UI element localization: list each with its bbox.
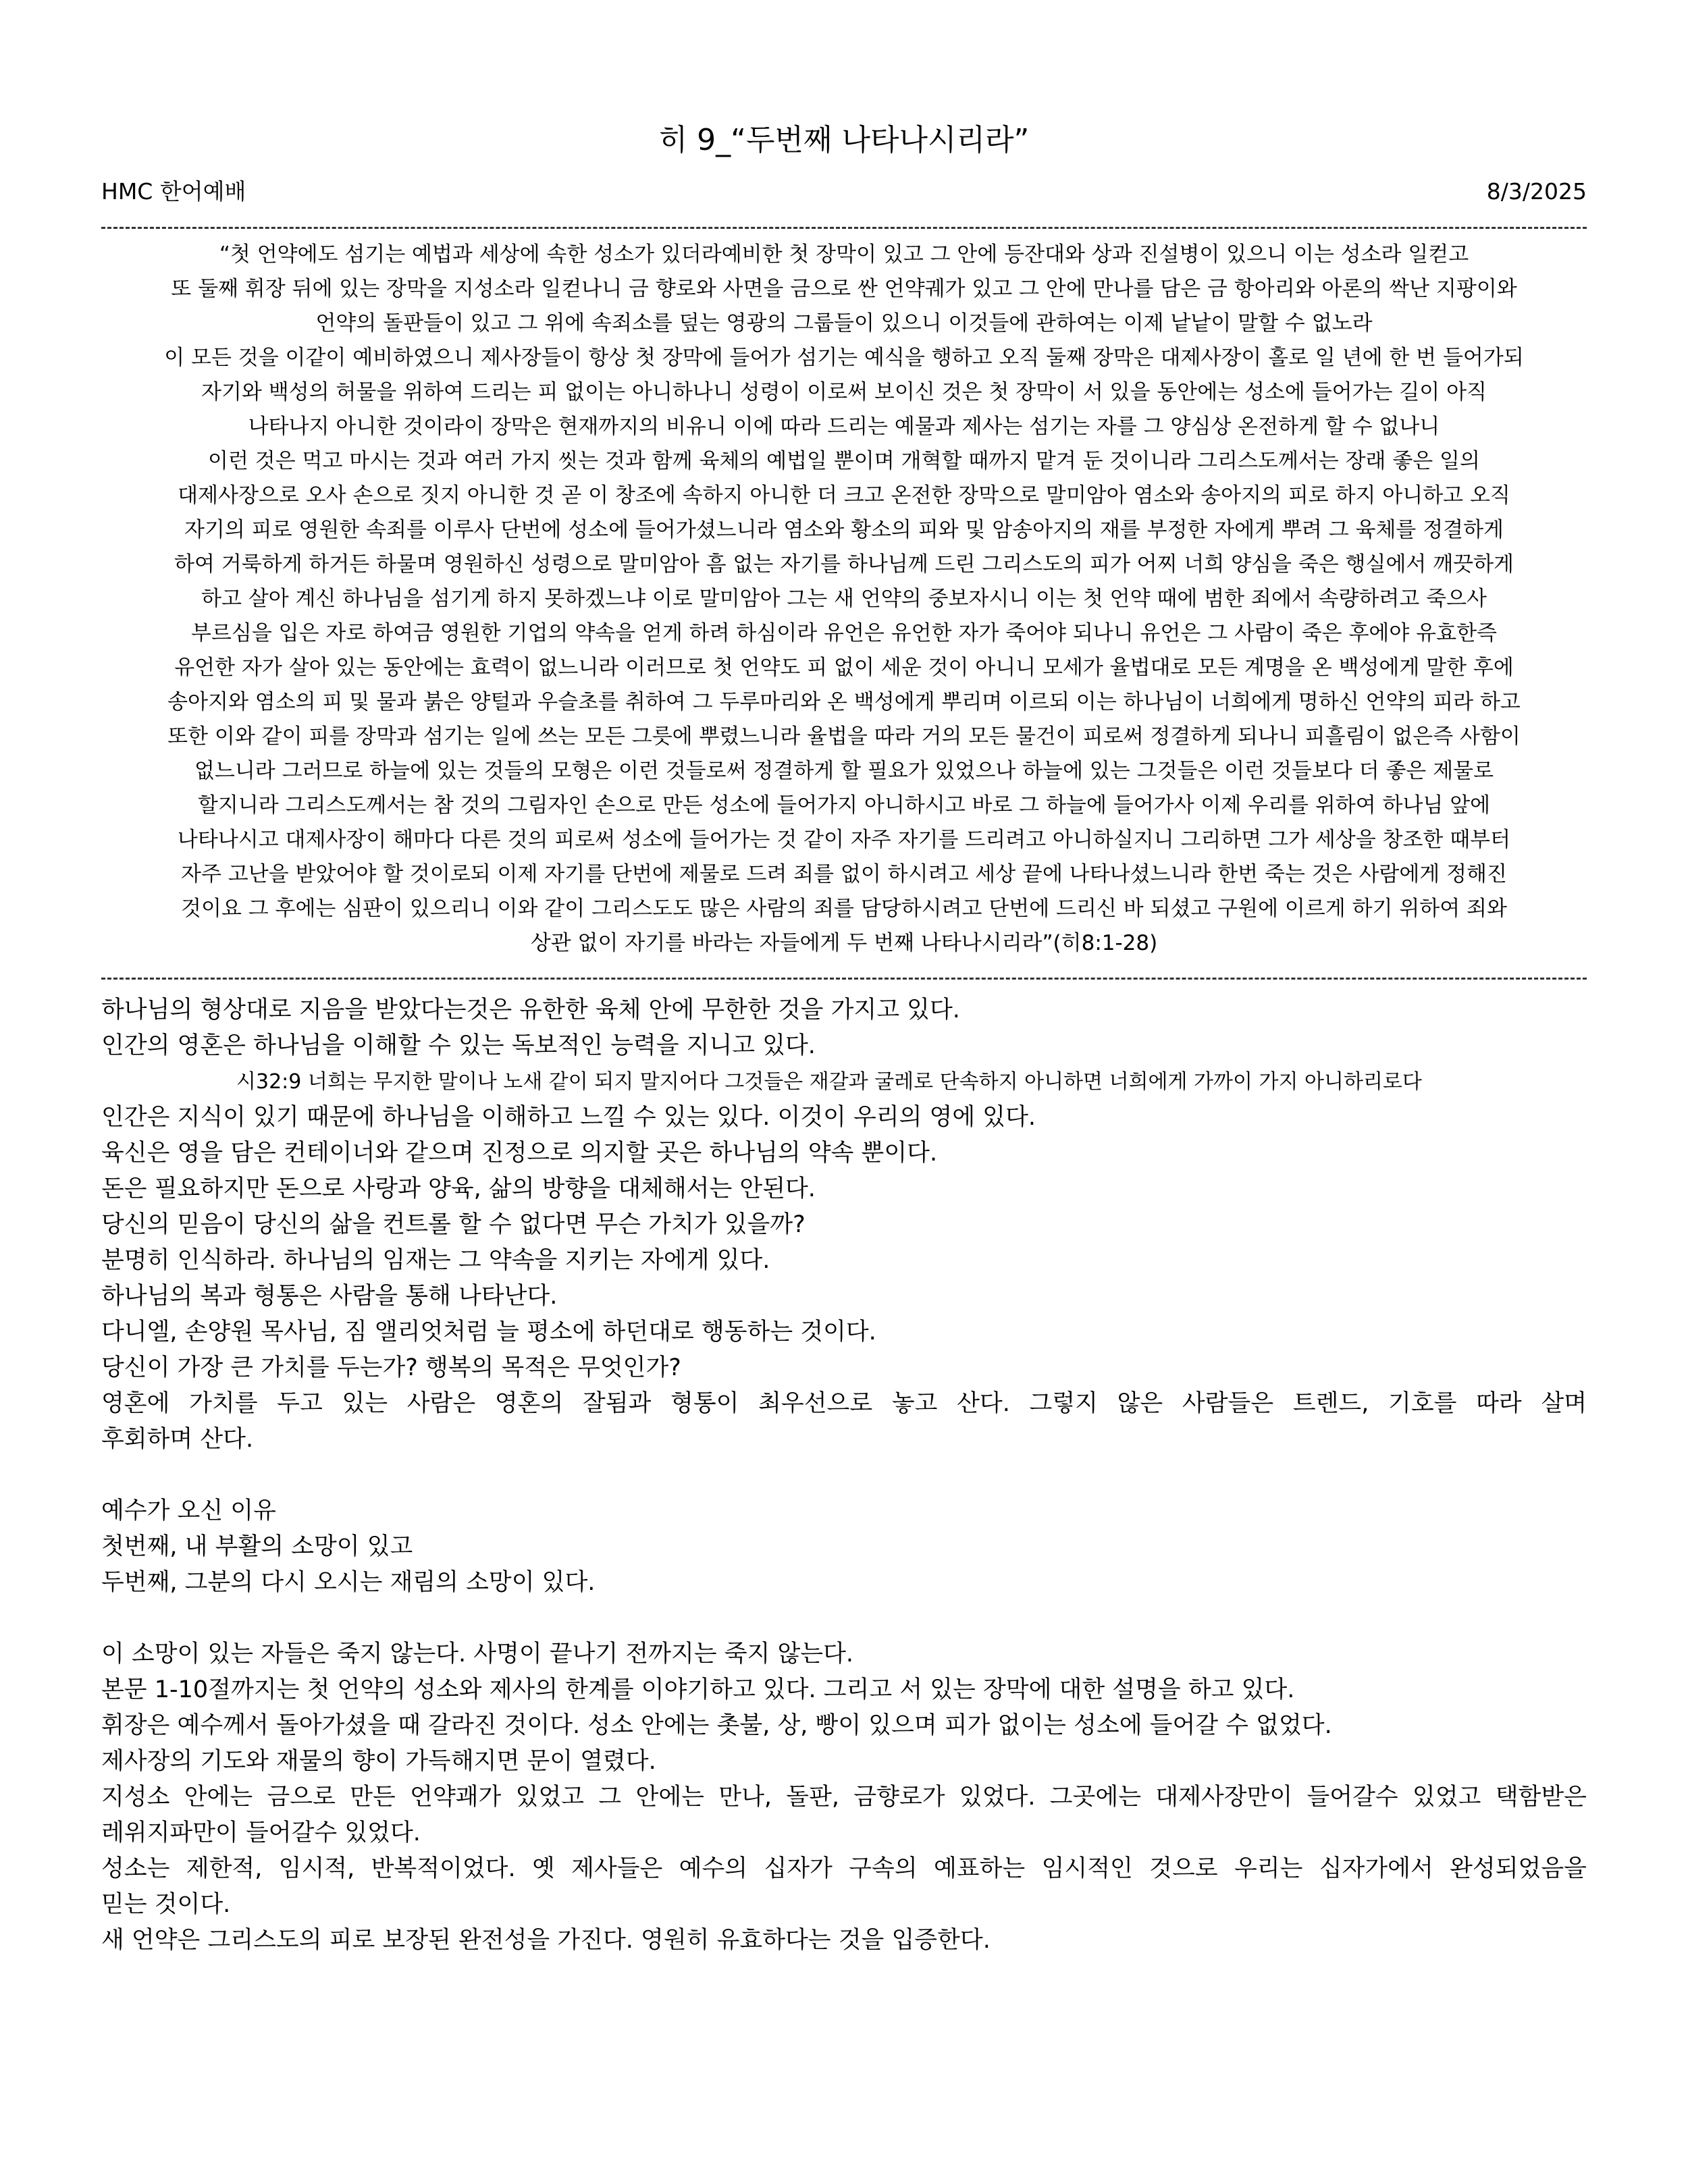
- note-line: 하나님의 형상대로 지음을 받았다는것은 유한한 육체 안에 무한한 것을 가지고 있다.: [101, 996, 960, 1023]
- note-line: 제사장의 기도와 재물의 향이 가득해지면 문이 열렸다.: [101, 1748, 656, 1775]
- note-line: 첫번째, 내 부활의 소망이 있고: [101, 1533, 413, 1560]
- note-line: 인간은 지식이 있기 때문에 하나님을 이해하고 느낄 수 있는 있다. 이것이 우리의 영에 있다.: [101, 1104, 1036, 1131]
- org-name: HMC 한어예배: [101, 178, 246, 205]
- dashed-divider-top: [101, 227, 1587, 229]
- scripture-line: 또한 이와 같이 피를 장막과 섬기는 일에 쓰는 모든 그릇에 뿌렸느니라 율법을 따라 거의 모든 물건이 피로써 정결하게 되나니 피흘림이 없은즉 사함이: [167, 724, 1521, 749]
- scripture-line: 송아지와 염소의 피 및 물과 붉은 양털과 우슬초를 취하여 그 두루마리와 온 백성에게 뿌리며 이르되 이는 하나님이 너희에게 명하신 언약의 피라 하고: [167, 690, 1521, 714]
- scripture-line: “첫 언약에도 섬기는 예법과 세상에 속한 성소가 있더라예비한 첫 장막이 있고 그 안에 등잔대와 상과 진설병이 있으니 이는 성소라 일컫고: [219, 242, 1469, 267]
- sermon-notes: [101, 992, 1587, 1959]
- note-line: 두번째, 그분의 다시 오시는 재림의 소망이 있다.: [101, 1569, 596, 1596]
- note-line: 당신이 가장 큰 가치를 두는가? 행복의 목적은 무엇인가?: [101, 1354, 681, 1381]
- note-line: 후회하며 산다.: [101, 1426, 254, 1453]
- note-line: 육신은 영을 담은 컨테이너와 같으며 진정으로 의지할 곳은 하나님의 약속 뿐이다.: [101, 1140, 938, 1167]
- scripture-line: 없느니라 그러므로 하늘에 있는 것들의 모형은 이런 것들로써 정결하게 할 필요가 있었으나 하늘에 있는 그것들은 이런 것들보다 더 좋은 제물로: [194, 759, 1494, 783]
- note-line: 휘장은 예수께서 돌아가셨을 때 갈라진 것이다. 성소 안에는 촛불, 상, 빵이 있으며 피가 없이는 성소에 들어갈 수 없었다.: [101, 1712, 1332, 1739]
- scripture-line: 이런 것은 먹고 마시는 것과 여러 가지 씻는 것과 함께 육체의 예법일 뿐이며 개혁할 때까지 맡겨 둔 것이니라 그리스도께서는 장래 좋은 일의: [208, 449, 1480, 473]
- scripture-passage: [101, 238, 1587, 961]
- service-date: 8/3/2025: [1486, 178, 1587, 205]
- scripture-line: 부르심을 입은 자로 하여금 영원한 기업의 약속을 얻게 하려 하심이라 유언은 유언한 자가 죽어야 되나니 유언은 그 사람이 죽은 후에야 유효한즉: [191, 621, 1497, 645]
- scripture-line: 이 모든 것을 이같이 예비하였으니 제사장들이 항상 첫 장막에 들어가 섬기는 예식을 행하고 오직 둘째 장막은 대제사장이 홀로 일 년에 한 번 들어가되: [164, 346, 1524, 370]
- scripture-line: 할지니라 그리스도께서는 참 것의 그림자인 손으로 만든 성소에 들어가지 아니하시고 바로 그 하늘에 들어가사 이제 우리를 위하여 하나님 앞에: [197, 793, 1491, 818]
- note-line: 다니엘, 손양원 목사님, 짐 앨리엇처럼 늘 평소에 하던대로 행동하는 것이다.: [101, 1319, 876, 1346]
- note-verse-quote: 시32:9 너희는 무지한 말이나 노새 같이 되지 말지어다 그것들은 재갈과 굴레로 단속하지 아니하면 너희에게 가까이 가지 아니하리로다: [236, 1070, 1422, 1094]
- scripture-line: 나타나지 아니한 것이라이 장막은 현재까지의 비유니 이에 따라 드리는 예물과 제사는 섬기는 자를 그 양심상 온전하게 할 수 없나니: [248, 415, 1440, 439]
- note-line: 돈은 필요하지만 돈으로 사랑과 양육, 삶의 방향을 대체해서는 안된다.: [101, 1175, 816, 1202]
- scripture-line: 대제사장으로 오사 손으로 짓지 아니한 것 곧 이 창조에 속하지 아니한 더 크고 온전한 장막으로 말미암아 염소와 송아지의 피로 하지 아니하고 오직: [178, 483, 1510, 508]
- scripture-line: 상관 없이 자기를 바라는 자들에게 두 번째 나타나시리라”(히8:1-28): [530, 931, 1158, 955]
- note-line: 당신의 믿음이 당신의 삶을 컨트롤 할 수 없다면 무슨 가치가 있을까?: [101, 1211, 806, 1238]
- blank-line: [101, 1458, 1587, 1493]
- scripture-line: 자기의 피로 영원한 속죄를 이루사 단번에 성소에 들어가셨느니라 염소와 황소의 피와 및 암송아지의 재를 부정한 자에게 뿌려 그 육체를 정결하게: [184, 518, 1504, 542]
- scripture-line: 하고 살아 계신 하나님을 섬기게 하지 못하겠느냐 이로 말미암아 그는 새 언약의 중보자시니 이는 첫 언약 때에 범한 죄에서 속량하려고 죽으사: [201, 587, 1487, 611]
- note-line: 지성소 안에는 금으로 만든 언약괘가 있었고 그 안에는 만나, 돌판, 금향로가 있었다. 그곳에는 대제사장만이 들어갈수 있었고 택함받은: [101, 1784, 1587, 1811]
- note-heading: 예수가 오신 이유: [101, 1497, 276, 1524]
- scripture-line: 나타나시고 대제사장이 해마다 다른 것의 피로써 성소에 들어가는 것 같이 자주 자기를 드리려고 아니하실지니 그리하면 그가 세상을 창조한 때부터: [177, 828, 1511, 852]
- note-line: 본문 1-10절까지는 첫 언약의 성소와 제사의 한계를 이야기하고 있다. 그리고 서 있는 장막에 대한 설명을 하고 있다.: [101, 1676, 1295, 1703]
- scripture-line: 것이요 그 후에는 심판이 있으리니 이와 같이 그리스도도 많은 사람의 죄를 담당하시려고 단번에 드리신 바 되셨고 구원에 이르게 하기 위하여 죄와: [181, 897, 1507, 921]
- note-line: 성소는 제한적, 임시적, 반복적이었다. 옛 제사들은 예수의 십자가 구속의 예표하는 임시적인 것으로 우리는 십자가에서 완성되었음을: [101, 1855, 1587, 1882]
- note-line: 믿는 것이다.: [101, 1891, 231, 1918]
- note-line: 분명히 인식하라. 하나님의 임재는 그 약속을 지키는 자에게 있다.: [101, 1247, 770, 1274]
- blank-line: [101, 1601, 1587, 1636]
- scripture-line: 자주 고난을 받았어야 할 것이로되 이제 자기를 단번에 제물로 드려 죄를 없이 하시려고 세상 끝에 나타나셨느니라 한번 죽는 것은 사람에게 정해진: [181, 862, 1507, 886]
- scripture-line: 또 둘째 휘장 뒤에 있는 장막을 지성소라 일컫나니 금 향로와 사면을 금으로 싼 언약궤가 있고 그 안에 만나를 담은 금 항아리와 아론의 싹난 지팡이와: [171, 277, 1517, 301]
- note-line: 영혼에 가치를 두고 있는 사람은 영혼의 잘됨과 형통이 최우선으로 놓고 산다. 그렇지 않은 사람들은 트렌드, 기호를 따라 살며: [101, 1390, 1587, 1417]
- note-line: 하나님의 복과 형통은 사람을 통해 나타난다.: [101, 1283, 558, 1310]
- note-line: 레위지파만이 들어갈수 있었다.: [101, 1819, 421, 1846]
- note-line: 새 언약은 그리스도의 피로 보장된 완전성을 가진다. 영원히 유효하다는 것을 입증한다.: [101, 1927, 991, 1954]
- scripture-line: 유언한 자가 살아 있는 동안에는 효력이 없느니라 이러므로 첫 언약도 피 없이 세운 것이 아니니 모세가 율법대로 모든 계명을 온 백성에게 말한 후에: [174, 656, 1514, 680]
- scripture-line: 하여 거룩하게 하거든 하물며 영원하신 성령으로 말미암아 흠 없는 자기를 하나님께 드린 그리스도의 피가 어찌 너희 양심을 죽은 행실에서 깨끗하게: [174, 552, 1514, 577]
- scripture-line: 언약의 돌판들이 있고 그 위에 속죄소를 덮는 영광의 그룹들이 있으니 이것들에 관하여는 이제 낱낱이 말할 수 없노라: [315, 311, 1373, 336]
- dashed-divider-bottom: [101, 978, 1587, 980]
- note-line: 인간의 영혼은 하나님을 이해할 수 있는 독보적인 능력을 지니고 있다.: [101, 1032, 816, 1059]
- scripture-line: 자기와 백성의 허물을 위하여 드리는 피 없이는 아니하나니 성령이 이로써 보이신 것은 첫 장막이 서 있을 동안에는 성소에 들어가는 길이 아직: [201, 380, 1487, 404]
- page-title: 히 9_“두번째 나타나시리라”: [658, 123, 1030, 157]
- note-line: 이 소망이 있는 자들은 죽지 않는다. 사명이 끝나기 전까지는 죽지 않는다.: [101, 1641, 853, 1668]
